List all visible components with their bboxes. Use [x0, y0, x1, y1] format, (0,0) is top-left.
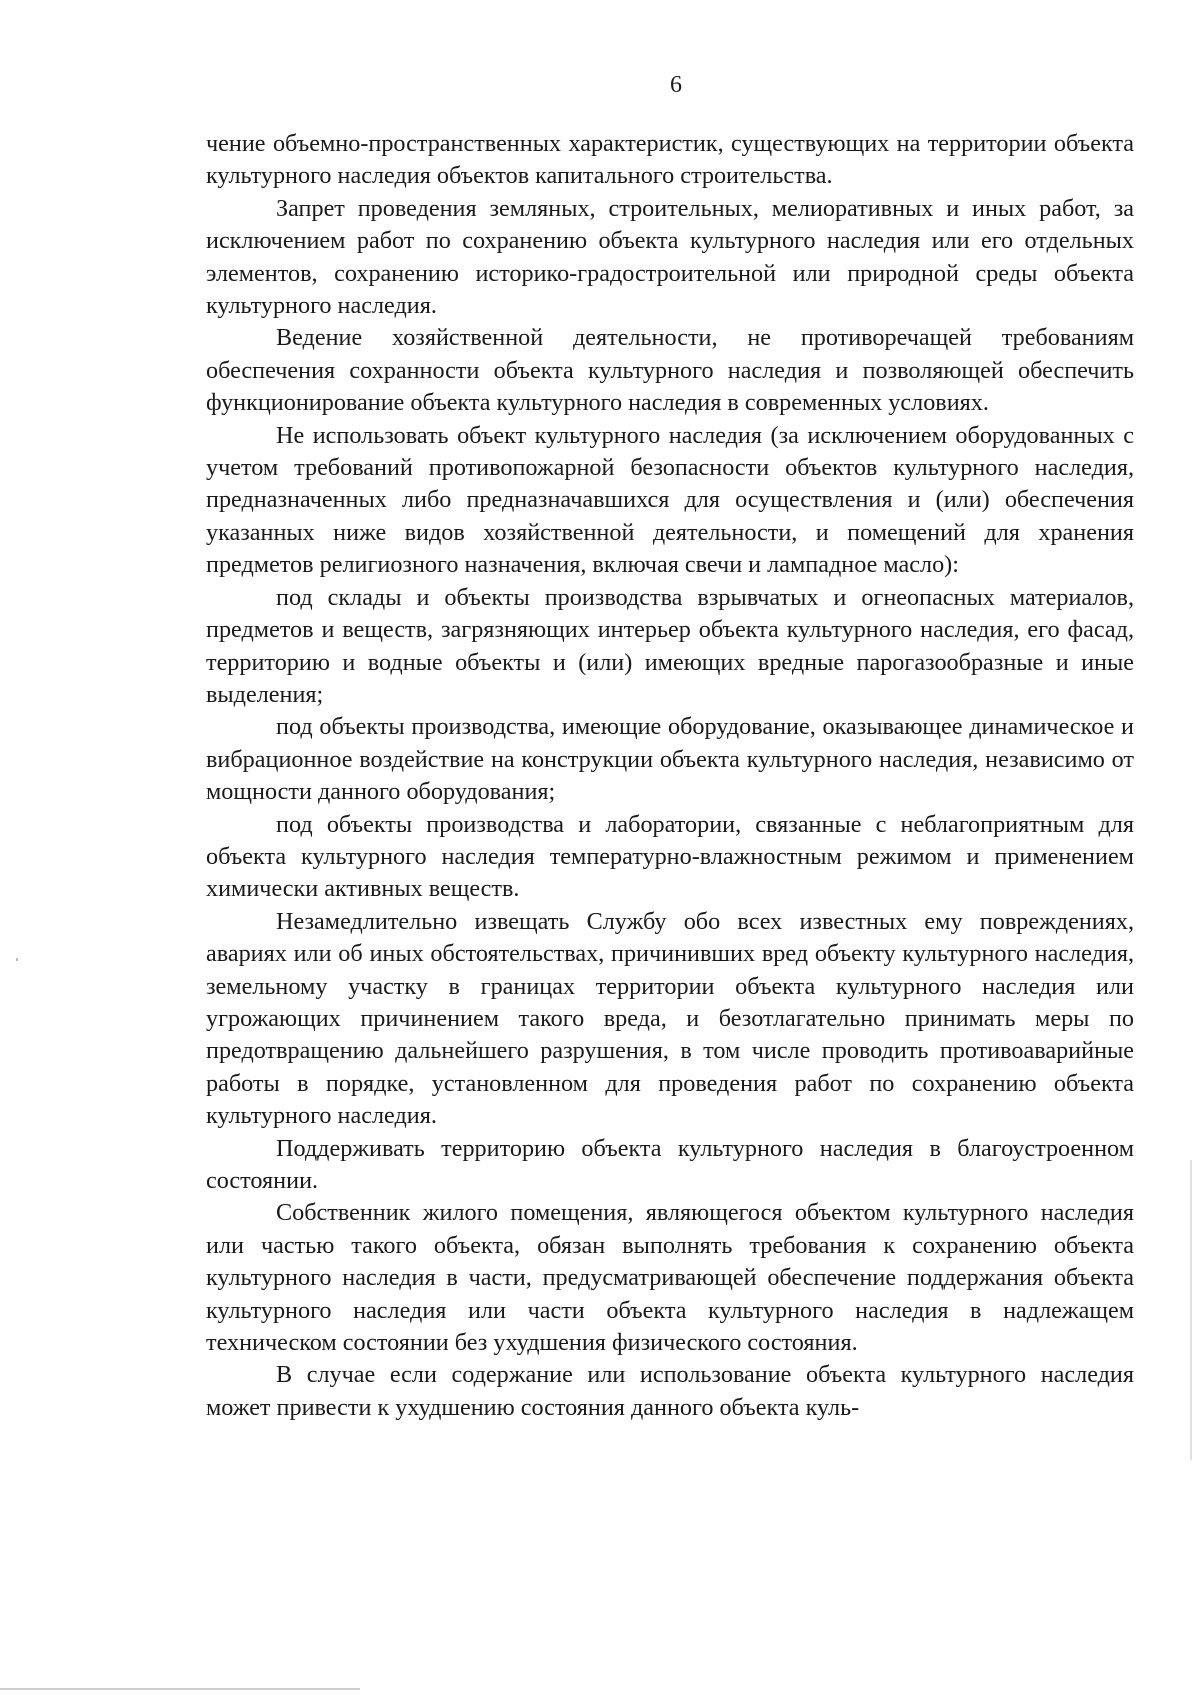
scan-edge-line [0, 1688, 360, 1690]
document-body [206, 128, 1134, 1424]
paragraph-earthwork-ban: Запрет проведения земляных, строительных, мелиоративных и иных работ, за исключением работ по сохранению объекта культурного наследия или его отдельных элементов, сохранению историко-градостроительной или природной среды объекта культурного наследия. [206, 194, 1134, 320]
page-number: 6 [670, 72, 682, 98]
paragraph-vibration-equipment: под объекты производства, имеющие оборудование, оказывающее динамическое и вибрационное воздействие на конструкции объекта культурного наследия, независимо от мощности данного оборудования; [206, 713, 1134, 806]
paragraph-owner-obligations: Собственник жилого помещения, являющегося объектом культурного наследия или частью такого объекта, обязан выполнять требования к сохранению объекта культурного наследия в части, предусматривающей обеспечение поддержания объекта культурного наследия или части объекта культурного наследия в надлежащем техническом состоянии без ухудшения физического состояния. [206, 1199, 1134, 1357]
paragraph-warehouses: под склады и объекты производства взрывчатых и огнеопасных материалов, предметов и веществ, загрязняющих интерьер объекта культурного наследия, его фасад, территорию и водные объекты и (или) имеющих вредные парогазообразные и иные выделения; [206, 583, 1134, 708]
paragraph-continuation: чение объемно-пространственных характеристик, существующих на территории объекта культурного наследия объектов капитального строительства. [206, 130, 1134, 190]
paragraph-notify-service: Незамедлительно извещать Службу обо всех известных ему повреждениях, авариях или об иных обстоятельствах, причинивших вред объекту культурного наследия, земельному участку в границах территории объекта культурного наследия или угрожающих причинением такого вреда, и безотлагательно принимать меры по предотвращению дальнейшего разрушения, в том числе проводить противоаварийные работы в порядке, установленном для проведения работ по сохранению объекта культурного наследия. [206, 907, 1134, 1130]
paragraph-use-restrictions: Не использовать объект культурного наследия (за исключением оборудованных с учетом требований противопожарной безопасности объектов культурного наследия, предназначенных либо предназначавшихся для осуществления и (или) обеспечения указанных ниже видов хозяйственной деятельности, и помещений для хранения предметов религиозного назначения, включая свечи и лампадное масло): [206, 421, 1134, 579]
scan-edge-right [1190, 1160, 1192, 1460]
scan-speck [16, 958, 18, 961]
paragraph-laboratories: под объекты производства и лаборатории, связанные с неблагоприятным для объекта культурного наследия температурно-влажностным режимом и применением химически активных веществ. [206, 810, 1134, 903]
paragraph-maintain-territory: Поддерживать территорию объекта культурного наследия в благоустроенном состоянии. [206, 1134, 1134, 1194]
paragraph-economic-activity: Ведение хозяйственной деятельности, не противоречащей требованиям обеспечения сохранности объекта культурного наследия и позволяющей обеспечить функционирование объекта культурного наследия в современных условиях. [206, 324, 1134, 417]
paragraph-deterioration-case: В случае если содержание или использование объекта культурного наследия может привести к ухудшению состояния данного объекта куль- [206, 1361, 1134, 1421]
